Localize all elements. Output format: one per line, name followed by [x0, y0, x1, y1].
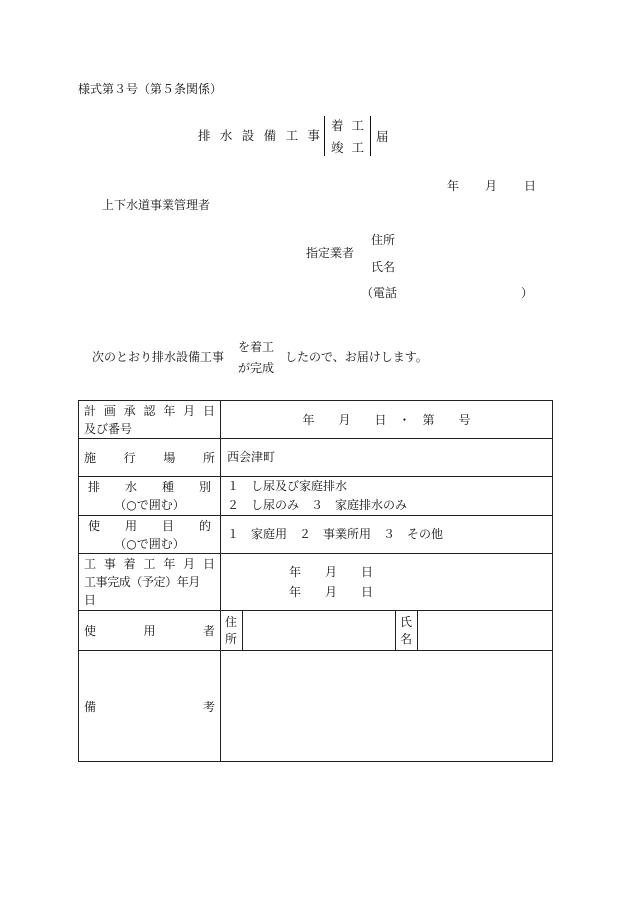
usage-label: 使 用 目 的 （○で囲む）: [79, 516, 221, 554]
approval-label: 計 画 承 認 年 月 日 及び番号: [79, 401, 221, 439]
dates-label: 工 事 着 工 年 月 日 工事完成（予定）年月 日: [79, 554, 221, 611]
start-date: 年 月 日: [289, 565, 374, 579]
title-suffix: 届: [376, 129, 389, 144]
row-user: [79, 611, 553, 651]
form-title: 排 水 設 備 工 事: [198, 128, 320, 143]
title-option-start: 着 工: [331, 118, 366, 133]
approval-value[interactable]: 年 月 日 ・ 第 号: [221, 401, 553, 439]
name-label: 氏名: [371, 260, 396, 274]
location-value[interactable]: 西会津町: [221, 439, 553, 477]
location-label: 施 行 場 所: [79, 439, 221, 477]
user-name-field[interactable]: [418, 611, 553, 651]
row-drainage-type: [79, 477, 553, 516]
body-text-left: 次のとおり排水設備工事: [92, 350, 225, 364]
drainage-option-2: ２ し尿のみ ３ 家庭排水のみ: [227, 498, 408, 512]
drainage-option-1: １ し尿及び家庭排水: [227, 479, 348, 493]
user-name-label: 氏 名: [396, 611, 418, 651]
title-bracket-right: [370, 116, 371, 156]
drainage-type-label: 排 水 種 別 （○で囲む）: [79, 477, 221, 516]
title-bracket-left: [324, 116, 325, 156]
recipient: 上下水道事業管理者: [102, 198, 211, 212]
phone-close: ）: [521, 286, 534, 300]
body-option-complete: が完成: [238, 361, 275, 375]
body-option-start: を着工: [238, 340, 275, 354]
remarks-field[interactable]: [221, 651, 553, 762]
row-location: [79, 439, 553, 477]
user-address-field[interactable]: [243, 611, 396, 651]
dates-value[interactable]: [221, 554, 553, 611]
usage-value[interactable]: １ 家庭用 ２ 事業所用 ３ その他: [221, 516, 553, 554]
date-year-label: 年: [447, 179, 460, 193]
remarks-label: 備 考: [79, 651, 221, 762]
body-text-right: したので、お届けします。: [285, 350, 428, 364]
user-label: 使 用 者: [79, 611, 221, 651]
row-dates: [79, 554, 553, 611]
contractor-label: 指定業者: [306, 246, 355, 260]
row-approval: [79, 401, 553, 439]
completion-date: 年 月 日: [289, 585, 374, 599]
address-label: 住所: [371, 233, 396, 247]
row-remarks: [79, 651, 553, 762]
row-usage: [79, 516, 553, 554]
form-number: 様式第３号（第５条関係）: [78, 82, 223, 96]
drainage-type-value[interactable]: [221, 477, 553, 516]
date-month-label: 月: [485, 179, 498, 193]
date-day-label: 日: [524, 179, 537, 193]
title-option-complete: 竣 工: [331, 140, 366, 155]
phone-label: （電話: [361, 286, 398, 300]
user-address-label: 住 所: [221, 611, 243, 651]
form-table: [78, 400, 553, 762]
